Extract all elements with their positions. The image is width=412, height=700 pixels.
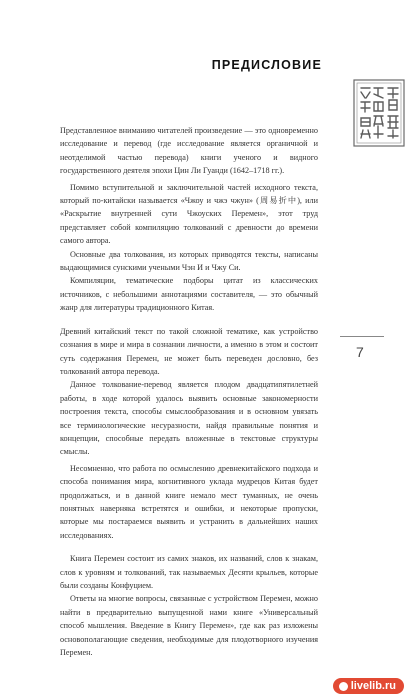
paragraph: Книга Перемен состоит из самих знаков, их названий, слов к знакам, слов к уровням и толкований, так называемых Десяти крыльев, которые были созданы Конфуцием. bbox=[60, 554, 318, 590]
paragraph: Представленное вниманию читателей произведение — это одновременно исследование и перевод (где исследование является органичной и неотделимой частью перевода) книги ученого и видного государственного деятеля эпохи Цин Ли Гуанди (1642–1718 гг.). bbox=[60, 126, 318, 176]
watermark-logo bbox=[333, 678, 404, 694]
paragraph: Несомненно, что работа по осмыслению древнекитайского подхода и способа понимания мира, когнитивного уклада мудрецов Китая будет продолжаться, и в данной книге немало мест туманных, не очень понятных наверняка встретятся и ошибки, и некоторые пропуски, которые мы постараемся выявить и устранить в дальнейших наших исследованиях. bbox=[60, 463, 318, 540]
paragraph: Компиляции, тематические подборы цитат из классических источников, с небольшими аннотациями составителя, — это обычный жанр для литературы традиционного Китая. bbox=[60, 276, 318, 313]
watermark-text: livelib.ru bbox=[350, 680, 396, 692]
paragraph: Ответы на многие вопросы, связанные с устройством Перемен, можно найти в предварительно выпущенной нами книге «Универсальный способ мышления. Введение в Книгу Перемен», где как раз изложены основополагающие сведения, необходимые для плодотворного изучения Перемен. bbox=[60, 594, 318, 658]
page-title: ПРЕДИСЛОВИЕ bbox=[211, 58, 322, 72]
paragraph: Основные два толкования, из которых приводятся тексты, написаны выдающимися сунскими учеными Чэн И и Чжу Си. bbox=[60, 249, 318, 273]
paragraph: Помимо вступительной и заключительной частей исходного текста, который по-китайски называется «Чжоу и чжэ чжун» (周易折中), или «Раскрытие внутренней сути Чжоуских Перемен», этот труд представляет собой компиляцию толкований с древности до времени самого автора. bbox=[60, 182, 318, 246]
preface-text bbox=[60, 124, 318, 659]
watermark-dot-icon bbox=[339, 682, 348, 691]
page-number-rule bbox=[340, 336, 384, 337]
seal-stamp-icon bbox=[352, 78, 406, 148]
paragraph: Данное толкование-перевод является плодом двадцатипятилетней работы, в ходе которой удалось выявить основные закономерности построения текста, способы смыслообразования и в основном увязать все терминологические несуразности, найдя правильные понятия и концепции, способные передать вложенные в текстовые структуры смыслы. bbox=[60, 380, 318, 457]
paragraph: Древний китайский текст по такой сложной тематике, как устройство сознания в мире и мира в сознании личности, а именно в этом и состоит суть содержания Перемен, не может быть переведен дословно, без толкований автора перевода. bbox=[60, 326, 318, 376]
page-number: 7 bbox=[356, 344, 364, 360]
